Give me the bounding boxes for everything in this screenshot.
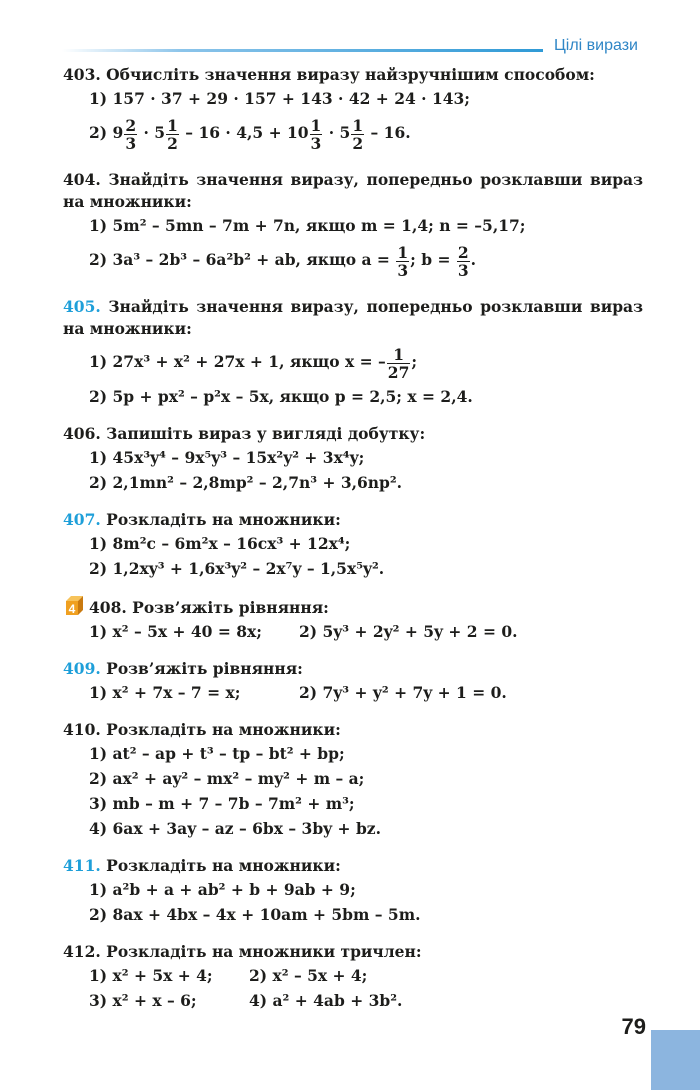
problem-statement [63,855,643,877]
problem-number: 410. [63,720,101,739]
subitem-2: 2) 7y³ + y² + 7y + 1 = 0. [299,683,507,702]
subitem-1: 1) x² + 7x – 7 = x; [89,683,241,702]
fraction [310,117,323,152]
problem-text: Розв’яжіть рівняння: [106,659,303,678]
problem-statement [63,658,643,680]
problem-list [63,58,643,1013]
denominator: 3 [310,133,322,153]
section-title: Цілі вирази [553,37,638,54]
fraction [457,244,470,279]
denominator: 2 [352,133,364,153]
subitem-2 [63,111,643,155]
fraction [124,117,137,152]
subitem-3: 3) mb – m + 7 – 7b – 7m² + m³; [89,794,355,813]
problem-number: 408. [89,598,127,617]
problem-number: 406. [63,424,101,443]
fraction [387,346,411,381]
expr-part: 1) 27x³ + x² + 27x + 1, якщо x = – [89,352,386,371]
numerator: 1 [352,115,364,135]
subitem-4: 4) 6ax + 3ay – az – 6bx – 3by + bz. [89,819,381,838]
problem-411 [63,855,643,927]
expr-part: · 5 [328,123,351,142]
problem-text: Розкладіть на множники: [106,510,341,529]
subitem-1: 1) x² + 5x + 4; [89,966,213,985]
subitem-3: 3) x² + x – 6; [89,991,197,1010]
subitem-row [63,619,643,644]
level-4-cube-icon [63,595,85,617]
denominator: 2 [167,133,178,153]
subitem-2: 2) 5p + px² – p²x – 5x, якщо p = 2,5; x = 2,4. [89,387,473,406]
denominator: 3 [457,260,469,280]
problem-statement [63,64,643,86]
problem-statement [63,509,643,531]
subitem-2: 2) 5y³ + 2y² + 5y + 2 = 0. [299,622,518,641]
subitem-1: 1) 8m²c – 6m²x – 16cx³ + 12x⁴; [89,534,351,553]
expr-part: . [470,250,477,269]
problem-text: Знайдіть значення виразу, попередньо розклавши вираз на множники: [63,297,643,338]
fraction [351,117,364,152]
problem-text: Розкладіть на множники тричлен: [106,942,422,961]
problem-405 [63,296,643,409]
header-rule [62,49,543,52]
problem-408 [63,595,643,644]
problem-text: Запишіть вираз у вигляді добутку: [106,424,426,443]
page-corner-block [651,1030,700,1090]
numerator: 1 [310,115,322,135]
subitem-1: 1) a²b + a + ab² + b + 9ab + 9; [89,880,356,899]
numerator: 2 [457,242,469,262]
problem-text: Розкладіть на множники: [106,720,341,739]
subitem-4: 4) a² + 4ab + 3b². [249,991,403,1010]
problem-412 [63,941,643,1013]
problem-statement [63,296,643,340]
expr-part: ; [411,352,418,371]
numerator: 1 [397,242,409,262]
problem-409 [63,658,643,705]
page-number: 79 [621,1014,646,1039]
subitem-2: 2) 1,2xy³ + 1,6x³y² – 2x⁷y – 1,5x⁵y². [89,559,385,578]
denominator: 3 [125,133,137,153]
subitem-2: 2) x² – 5x + 4; [249,966,368,985]
subitem-2: 2) 2,1mn² – 2,8mp² – 2,7n³ + 3,6np². [89,473,403,492]
expr-part: ; b = [410,250,451,269]
problem-text: Розв’яжіть рівняння: [132,598,329,617]
subitem-2 [63,238,643,282]
problem-statement [63,169,643,213]
problem-number: 412. [63,942,101,961]
subitem-1: 1) at² – ap + t³ – tp – bt² + bp; [89,744,345,763]
subitem-2: 2) ax² + ay² – mx² – my² + m – a; [89,769,365,788]
problem-text: Розкладіть на множники: [106,856,341,875]
subitem-row [63,988,643,1013]
problem-number: 407. [63,510,101,529]
problem-text: Обчисліть значення виразу найзручнішим способом: [106,65,595,84]
problem-statement [63,941,643,963]
problem-406 [63,423,643,495]
subitem-1: 1) 5m² – 5mn – 7m + 7n, якщо m = 1,4; n = –5,17; [89,216,526,235]
subitem-row [63,680,643,705]
problem-404 [63,169,643,282]
denominator: 3 [397,260,409,280]
expr-part: – 16. [370,123,411,142]
problem-410 [63,719,643,841]
denominator: 27 [387,362,410,382]
numerator: 1 [387,346,411,364]
numerator: 2 [125,115,137,135]
problem-403 [63,64,643,155]
problem-number: 404. [63,170,101,189]
fraction [166,117,179,152]
problem-text: Знайдіть значення виразу, попередньо розклавши вираз на множники: [63,170,643,211]
problem-number: 409. [63,659,101,678]
numerator: 1 [167,115,178,135]
level-number: 4 [68,602,76,616]
expr-part: 2) 3a³ – 2b³ – 6a²b² + ab, якщо a = [89,250,390,269]
expr-part: · 5 [143,123,166,142]
expr-part: – 16 · 4,5 + 10 [185,123,309,142]
problem-statement [63,423,643,445]
problem-statement [63,595,643,619]
subitem-1: 1) x² – 5x + 40 = 8x; [89,622,262,641]
problem-number: 411. [63,856,101,875]
problem-407 [63,509,643,581]
subitem-1: 1) 157 · 37 + 29 · 157 + 143 · 42 + 24 · 143; [89,89,471,108]
subitem-row [63,963,643,988]
problem-number: 405. [63,297,101,316]
subitem-2: 2) 8ax + 4bx – 4x + 10am + 5bm – 5m. [89,905,421,924]
problem-number: 403. [63,65,101,84]
fraction [396,244,409,279]
problem-statement [63,719,643,741]
expr-part: 2) 9 [89,123,124,142]
subitem-1: 1) 45x³y⁴ – 9x⁵y³ – 15x²y² + 3x⁴y; [89,448,365,467]
subitem-1 [63,340,643,384]
